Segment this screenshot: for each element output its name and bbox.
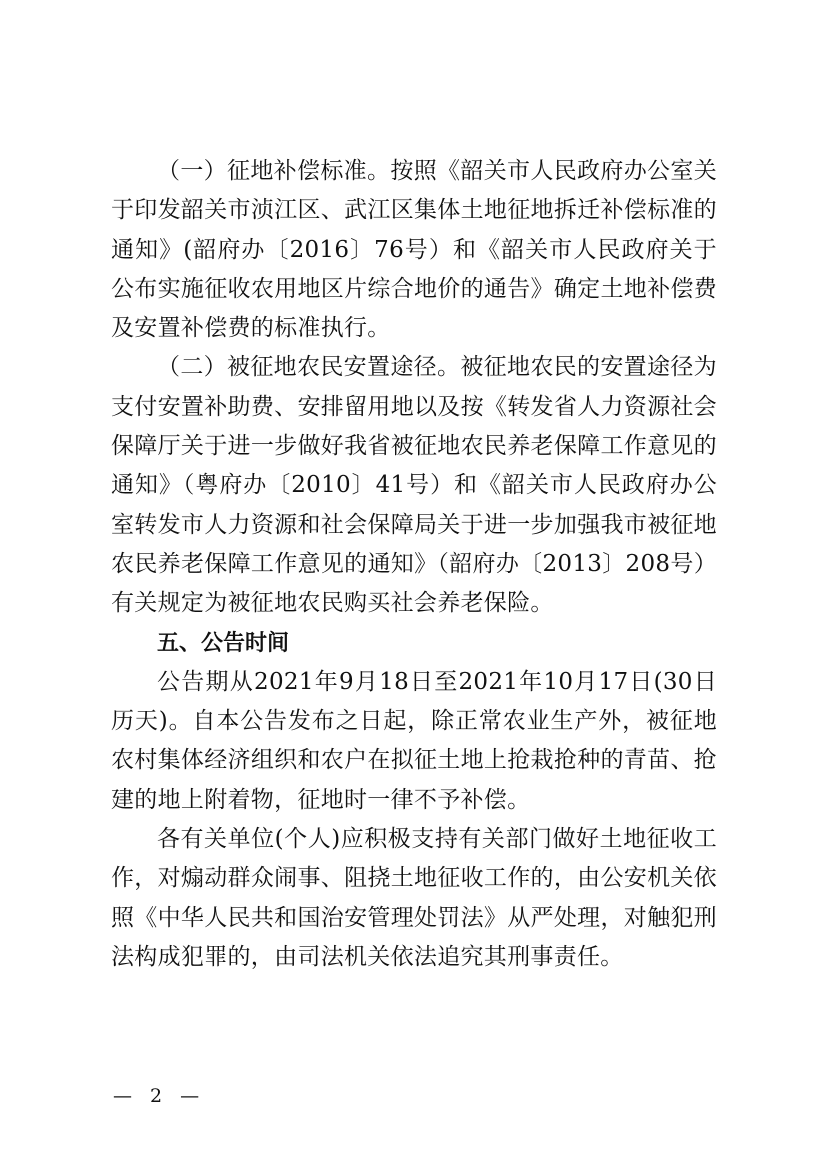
paragraph-announcement-period: 公告期从2021年9月18日至2021年10月17日(30日历天)。自本公告发布之日起，除正常农业生产外，被征地农村集体经济组织和农户在拟征土地上抢栽抢种的青苗、抢建的地上附着物，征地时一律不予补偿。 — [111, 668, 717, 813]
page-number: — 2 — — [113, 1085, 206, 1107]
document-body — [111, 152, 717, 977]
paragraph-support-notice: 各有关单位(个人)应积极支持有关部门做好土地征收工作，对煽动群众闹事、阻挠土地征收工作的，由公安机关依照《中华人民共和国治安管理处罚法》从严处理，对触犯刑法构成犯罪的，由司法机关依法追究其刑事责任。 — [111, 826, 717, 970]
paragraph-text: 被征地农民的安置途径为支付安置补助费、安排留用地以及按《转发省人力资源社会保障厅关于进一步做好我省被征地农民养老保障工作意见的通知》（粤府办〔2010〕41号）和《韶关市人民政府办公室转发市人力资源和社会保障局关于进一步加强我市被征地农民养老保障工作意见的通知》（韶府办〔2013〕208号）有关规定为被征地农民购买社会养老保险。 — [111, 354, 717, 617]
section-heading: 五、公告时间 — [157, 630, 290, 656]
paragraph-resettlement — [111, 348, 717, 623]
paragraph-text: 按照《韶关市人民政府办公室关于印发韶关市浈江区、武江区集体土地征地拆迁补偿标准的通知》(韶府办〔2016〕76号）和《韶关市人民政府关于公布实施征收农用地区片综合地价的通告》确定土地补偿费及安置补偿费的标准执行。 — [111, 158, 718, 342]
paragraph-compensation-standard — [111, 152, 717, 348]
paragraph-lead: （一）征地补偿标准。 — [157, 158, 391, 184]
paragraph-lead: （二）被征地农民安置途径。 — [157, 354, 461, 381]
